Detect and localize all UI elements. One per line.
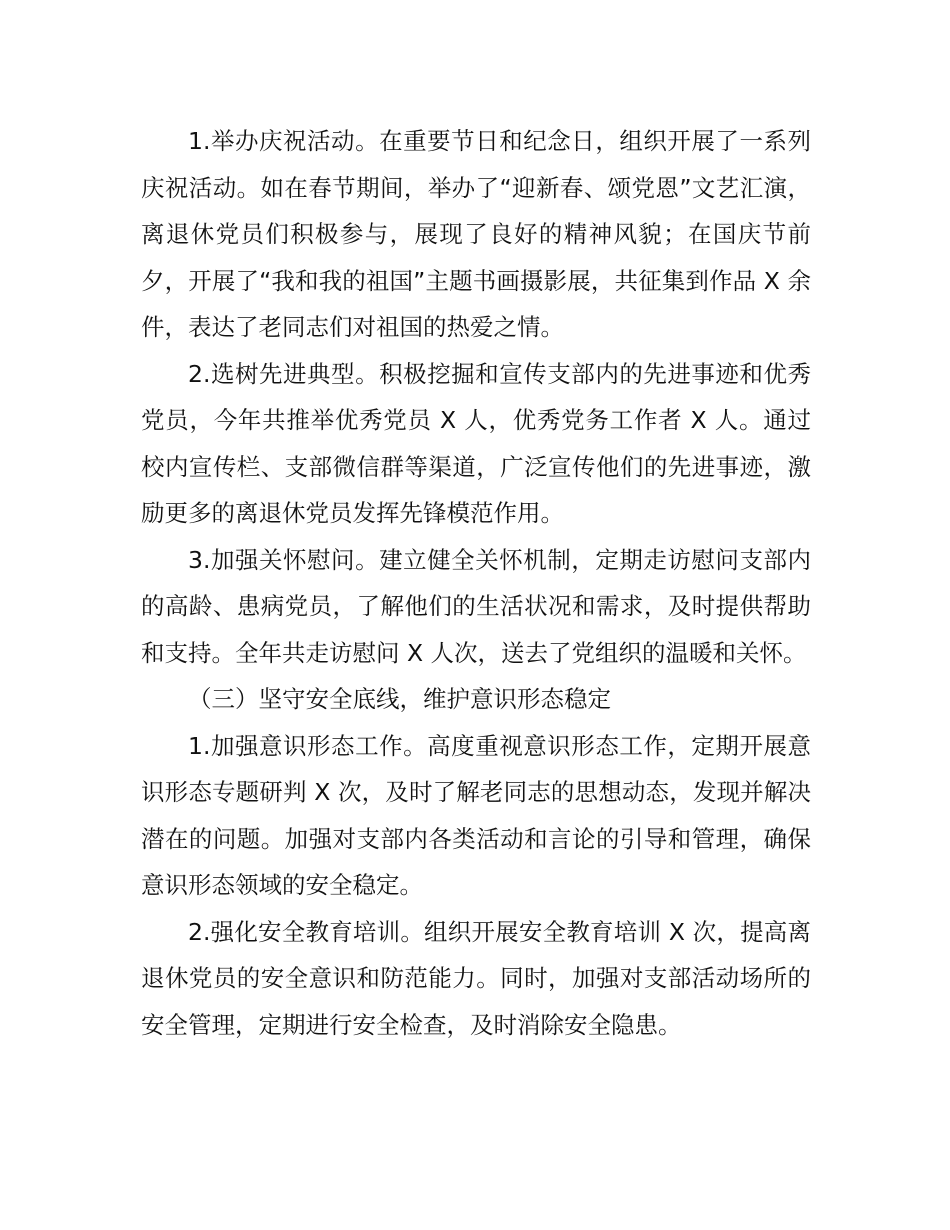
paragraph-safety-training: 2.强化安全教育培训。组织开展安全教育培训 X 次，提高离退休党员的安全意识和防范能力。同时，加强对支部活动场所的安全管理，定期进行安全检查，及时消除安全隐患。 [141, 917, 811, 1039]
document-page [141, 118, 811, 1048]
section-heading-security: （三）坚守安全底线，维护意识形态稳定 [188, 685, 611, 713]
paragraph-celebration-activities: 1.举办庆祝活动。在重要节日和纪念日，组织开展了一系列庆祝活动。如在春节期间，举办了“迎新春、颂党恩”文艺汇演，离退休党员们积极参与，展现了良好的精神风貌；在国庆节前夕，开展了“我和我的祖国”主题书画摄影展，共征集到作品 X 余件，表达了老同志们对祖国的热爱之情。 [141, 127, 811, 341]
paragraph-advanced-models: 2.选树先进典型。积极挖掘和宣传支部内的先进事迹和优秀党员，今年共推举优秀党员 X 人，优秀党务工作者 X 人。通过校内宣传栏、支部微信群等渠道，广泛宣传他们的先进事迹，激励更多的离退休党员发挥先锋模范作用。 [141, 359, 811, 527]
paragraph-care-visits: 3.加强关怀慰问。建立健全关怀机制，定期走访慰问支部内的高龄、患病党员，了解他们的生活状况和需求，及时提供帮助和支持。全年共走访慰问 X 人次，送去了党组织的温暖和关怀。 [141, 545, 811, 667]
paragraph-ideology-work: 1.加强意识形态工作。高度重视意识形态工作，定期开展意识形态专题研判 X 次，及时了解老同志的思想动态，发现并解决潜在的问题。加强对支部内各类活动和言论的引导和管理，确保意识形态领域的安全稳定。 [141, 731, 811, 899]
